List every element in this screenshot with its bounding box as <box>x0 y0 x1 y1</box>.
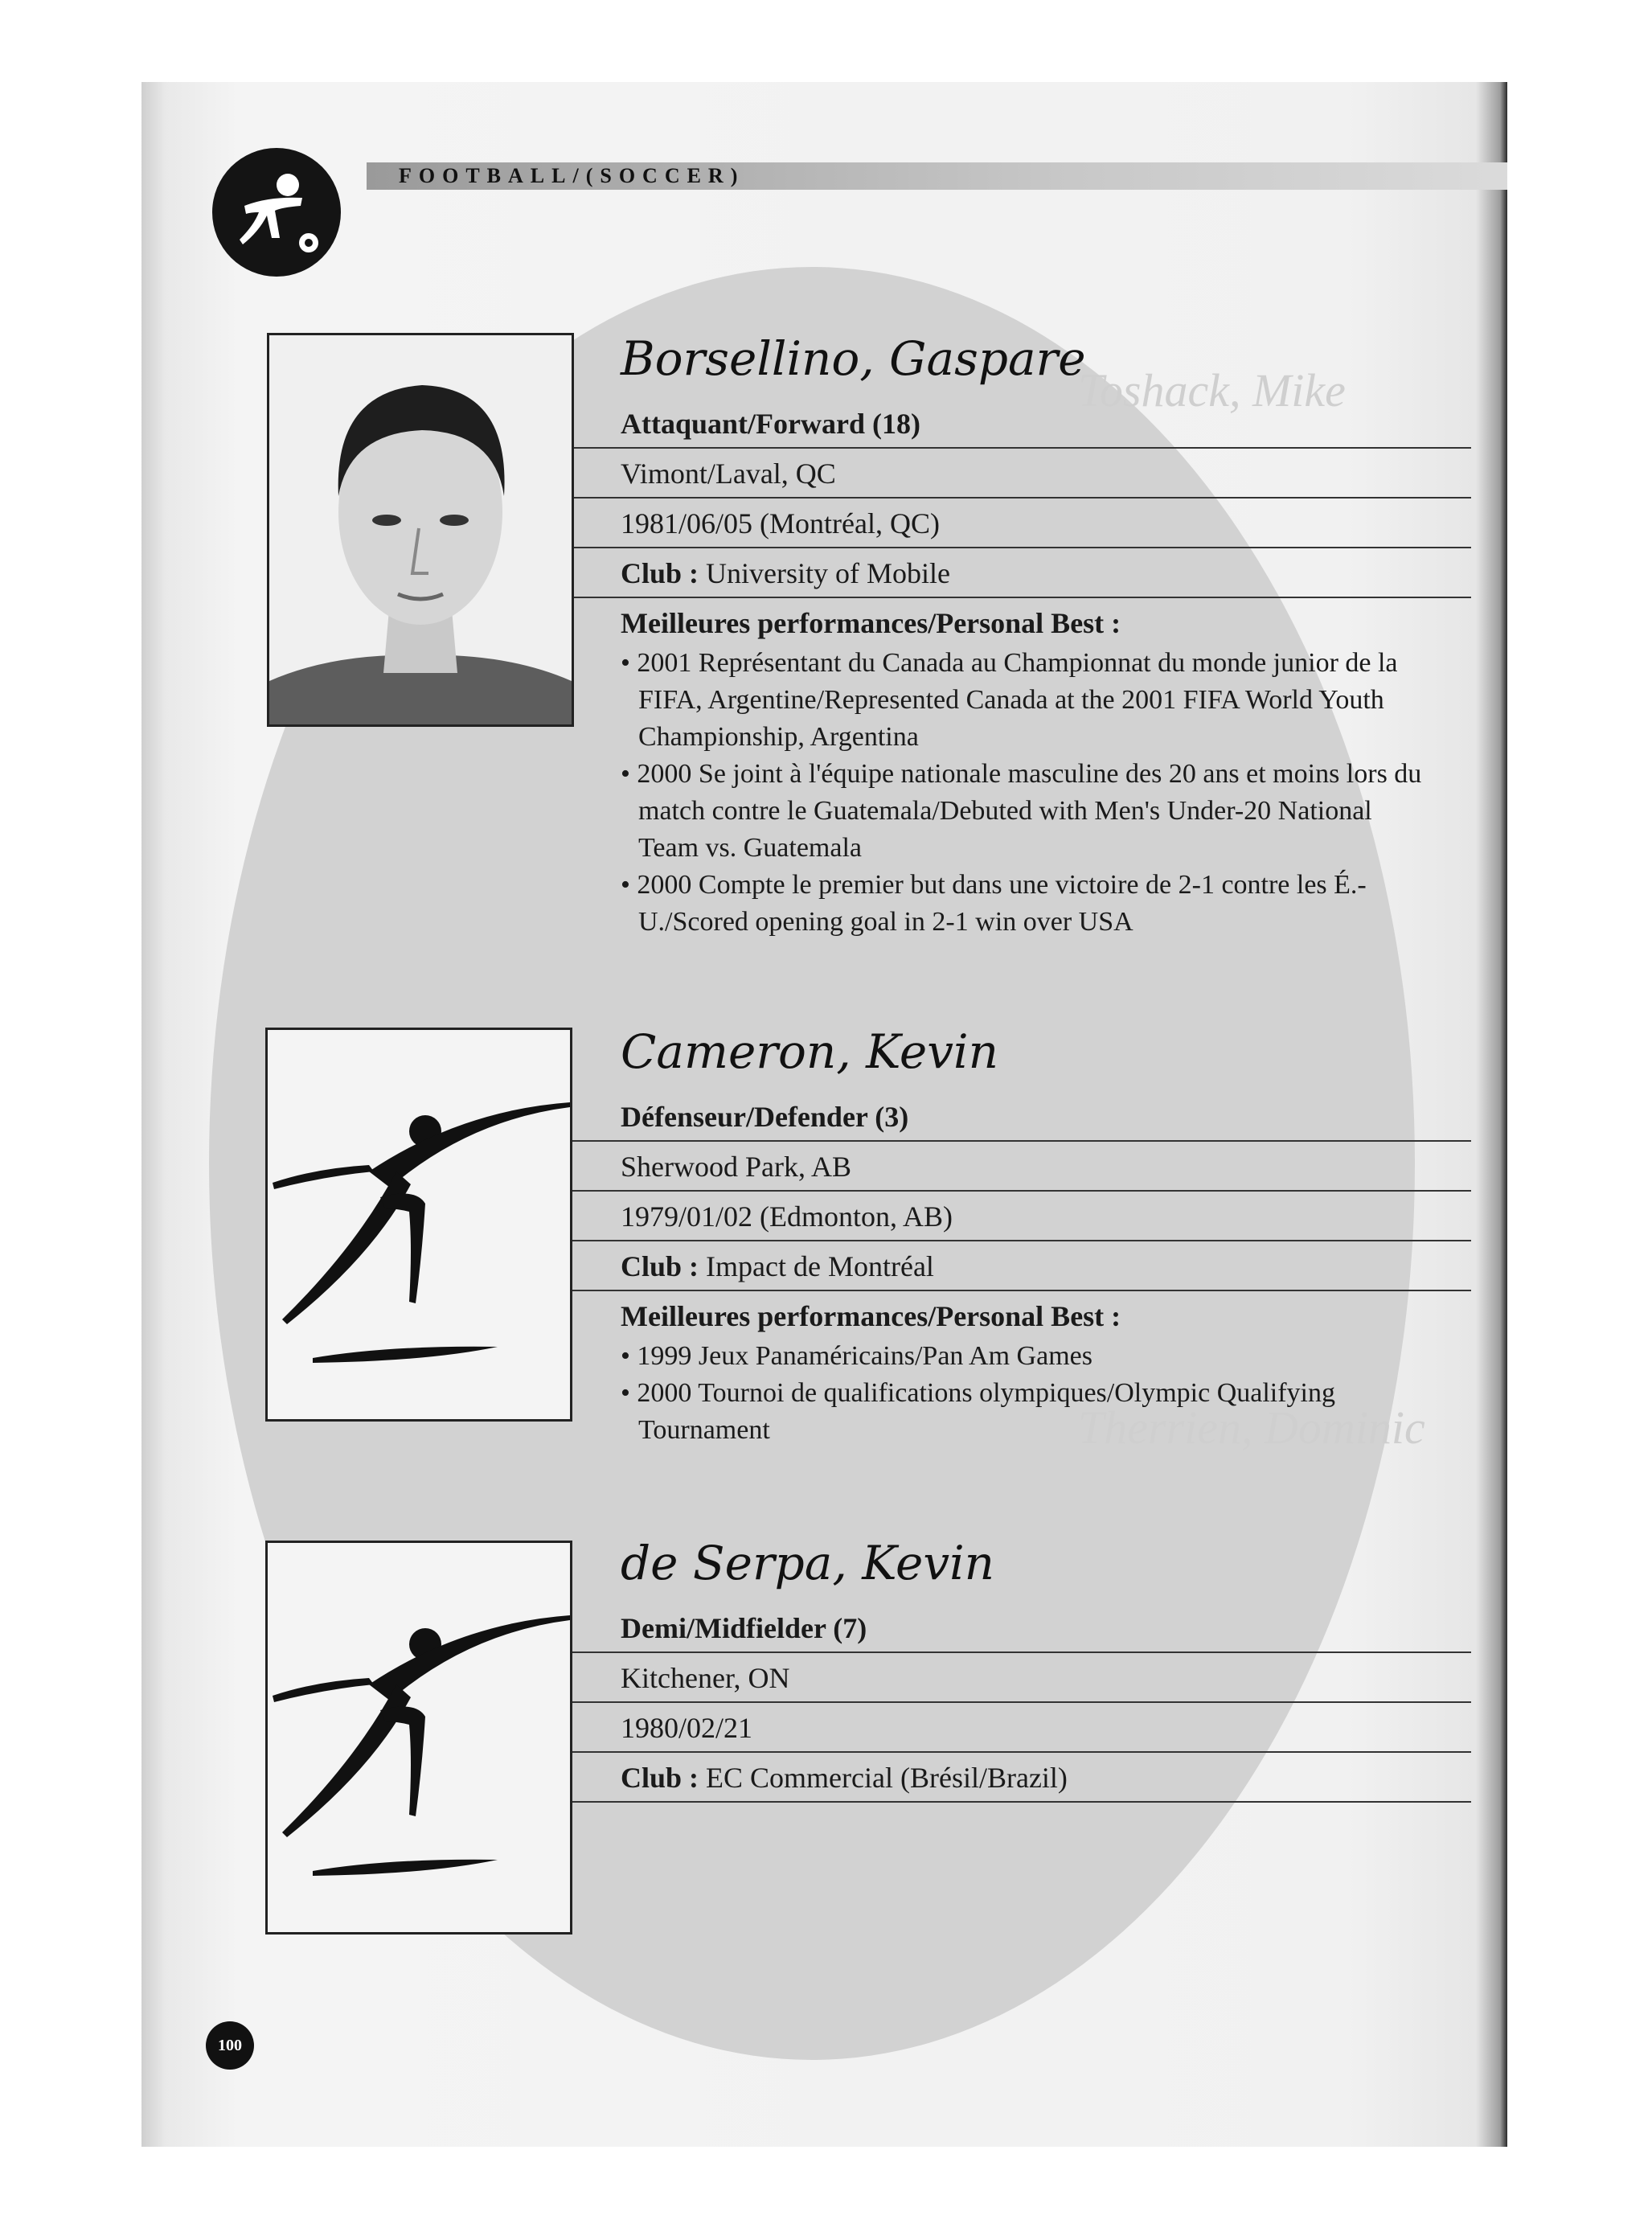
document-page <box>141 82 1507 2147</box>
club-value: University of Mobile <box>706 557 950 589</box>
soccer-pictogram-icon <box>265 1028 572 1422</box>
divider <box>572 1751 1471 1753</box>
athlete-name: de Serpa, Kevin <box>621 1536 995 1590</box>
list-item: • 2001 Représentant du Canada au Championnat du monde junior de la FIFA, Argentine/Represented Canada at the 2001 FIFA World Youth Championship, Argentina <box>621 648 1398 752</box>
athlete-birth: 1980/02/21 <box>621 1712 753 1744</box>
athlete-position: Demi/Midfielder (7) <box>621 1612 867 1644</box>
best-list <box>621 1338 1433 1449</box>
list-item: • 2000 Se joint à l'équipe nationale masculine des 20 ans et moins lors du match contre le Guatemala/Debuted with Men's Under-20 National Team vs. Guatemala <box>621 759 1422 863</box>
list-item: • 2000 Compte le premier but dans une victoire de 2-1 contre les É.-U./Scored opening goal in 2-1 win over USA <box>621 870 1367 937</box>
athlete-name: Cameron, Kevin <box>621 1024 998 1079</box>
page-number: 100 <box>206 2021 254 2070</box>
best-label: Meilleures performances/Personal Best : <box>621 1300 1121 1332</box>
divider <box>574 447 1471 449</box>
athlete-club <box>621 1761 1068 1795</box>
divider <box>572 1240 1471 1241</box>
bleed-through-text: Toshack, Mike <box>1078 364 1346 416</box>
club-value: Impact de Montréal <box>706 1250 934 1282</box>
divider <box>574 497 1471 499</box>
divider <box>572 1651 1471 1653</box>
best-list <box>621 645 1433 941</box>
athlete-club <box>621 1249 934 1283</box>
section-title: FOOTBALL/(SOCCER) <box>399 164 745 187</box>
athlete-position: Défenseur/Defender (3) <box>621 1101 909 1133</box>
list-item: • 1999 Jeux Panaméricains/Pan Am Games <box>621 1341 1092 1371</box>
club-value: EC Commercial (Brésil/Brazil) <box>706 1762 1068 1794</box>
athlete-club <box>621 556 950 590</box>
club-label: Club : <box>621 557 699 589</box>
athlete-position: Attaquant/Forward (18) <box>621 408 920 440</box>
soccer-player-icon <box>212 148 341 277</box>
divider <box>572 1290 1471 1291</box>
divider <box>574 547 1471 548</box>
club-label: Club : <box>621 1250 699 1282</box>
divider <box>572 1801 1471 1803</box>
bleed-through-text: Therrien, Dominic <box>1078 1401 1425 1454</box>
athlete-hometown: Sherwood Park, AB <box>621 1151 851 1183</box>
divider <box>572 1140 1471 1142</box>
divider <box>574 597 1471 598</box>
soccer-pictogram-icon <box>265 1541 572 1935</box>
club-label: Club : <box>621 1762 699 1794</box>
athlete-hometown: Vimont/Laval, QC <box>621 457 836 490</box>
athlete-hometown: Kitchener, ON <box>621 1662 790 1694</box>
athlete-name: Borsellino, Gaspare <box>621 331 1086 386</box>
list-item: • 2000 Tournoi de qualifications olympiques/Olympic Qualifying Tournament <box>621 1378 1335 1445</box>
athlete-photo <box>267 333 574 727</box>
best-label: Meilleures performances/Personal Best : <box>621 607 1121 639</box>
athlete-birth: 1979/01/02 (Edmonton, AB) <box>621 1200 953 1233</box>
divider <box>572 1190 1471 1192</box>
divider <box>572 1701 1471 1703</box>
athlete-birth: 1981/06/05 (Montréal, QC) <box>621 507 940 540</box>
